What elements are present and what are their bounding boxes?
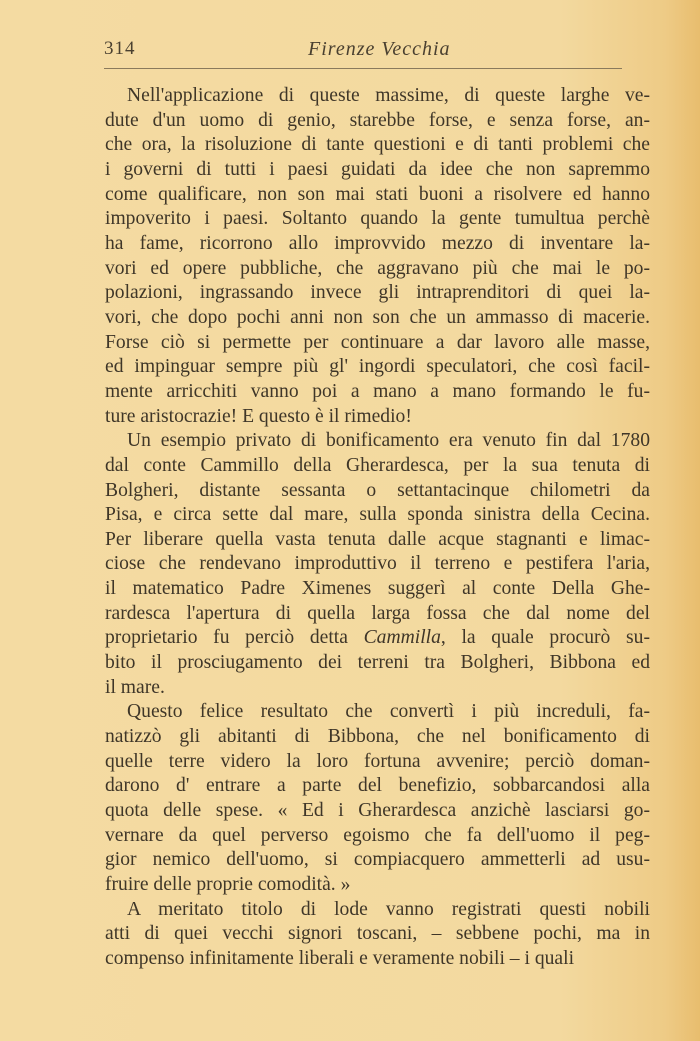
text-line: vernare da quel perverso egoismo che fa dell'uomo il peg- [105, 824, 650, 846]
text-line: mente arricchiti vanno poi a mano a mano formando le fu- [105, 380, 650, 402]
text-line: ture aristocrazie! E questo è il rimedio! [105, 405, 412, 427]
text-line: gior nemico dell'uomo, si compiacquero ammetterli ad usu- [105, 849, 650, 871]
text-line: polazioni, ingrassando invece gli intraprenditori di quei la- [105, 282, 650, 304]
paragraph [105, 700, 650, 897]
text-line: come qualificare, non son mai stati buoni a risolvere ed hanno [105, 183, 650, 205]
text-line: ed impinguar sempre più gl' ingordi speculatori, che così facil- [105, 356, 650, 378]
text-line: ciose che rendevano improduttivo il terreno e pestifera l'aria, [105, 553, 650, 575]
paragraph [105, 429, 650, 700]
text-line: atti di quei vecchi signori toscani, – sebbene pochi, ma in [105, 923, 650, 945]
text-line: vori ed opere pubbliche, che aggravano più che mai le po- [105, 257, 650, 279]
text-line: Questo felice resultato che convertì i più increduli, fa- [127, 701, 650, 723]
text-line: il matematico Padre Ximenes suggerì al conte Della Ghe- [105, 578, 650, 600]
page-header [104, 38, 622, 68]
text-line: ha fame, ricorrono allo improvvido mezzo di inventare la- [105, 232, 650, 254]
running-title: Firenze Vecchia [308, 38, 451, 60]
text-line: vori, che dopo pochi anni non son che un ammasso di macerie. [105, 306, 650, 328]
text-line: Un esempio privato di bonificamento era venuto fin dal 1780 [127, 430, 650, 452]
text-line: impoverito i paesi. Soltanto quando la gente tumultua perchè [105, 208, 650, 230]
text-line: rardesca l'apertura di quella larga fossa che dal nome del [105, 602, 650, 624]
text-line: natizzò gli abitanti di Bibbona, che nel bonificamento di [105, 726, 650, 748]
page-number: 314 [104, 38, 136, 59]
paragraph [105, 898, 650, 972]
text-line: i governi di tutti i paesi guidati da idee che non sapremmo [105, 158, 650, 180]
text-line: Per liberare quella vasta tenuta dalle acque stagnanti e limac- [105, 528, 650, 550]
text-line: proprietario fu perciò detta Cammilla, la quale procurò su- [105, 627, 650, 649]
text-line: fruire delle proprie comodità. » [105, 874, 351, 895]
text-line: Pisa, e circa sette dal mare, sulla sponda sinistra della Cecina. [105, 504, 650, 526]
text-line: che ora, la risoluzione di tante questioni e di tanti problemi che [105, 134, 650, 156]
text-line: Forse ciò si permette per continuare a dar lavoro alle masse, [105, 331, 650, 353]
text-line: il mare. [105, 676, 165, 698]
text-line: Bolgheri, distante sessanta o settantacinque chilometri da [105, 479, 650, 501]
header-rule [104, 68, 622, 69]
text-line: quota delle spese. « Ed i Gherardesca anzichè lasciarsi go- [105, 800, 650, 822]
text-line: compenso infinitamente liberali e veramente nobili – i quali [105, 947, 575, 969]
text-line: Nell'applicazione di queste massime, di queste larghe ve- [127, 85, 650, 106]
italic-term: Cammilla [363, 627, 441, 649]
text-line: darono d' entrare a parte del benefizio, sobbarcandosi alla [105, 775, 650, 797]
text-line: quelle terre videro la loro fortuna avvenire; perciò doman- [105, 750, 650, 772]
text-line: dute d'un uomo di genio, starebbe forse, e senza forse, an- [105, 109, 650, 131]
text-line: dal conte Cammillo della Gherardesca, per la sua tenuta di [105, 454, 650, 476]
paragraph [105, 84, 650, 429]
text-line: A meritato titolo di lode vanno registrati questi nobili [127, 898, 650, 920]
text-line: bito il prosciugamento dei terreni tra Bolgheri, Bibbona ed [105, 652, 650, 674]
body-text [105, 84, 650, 972]
